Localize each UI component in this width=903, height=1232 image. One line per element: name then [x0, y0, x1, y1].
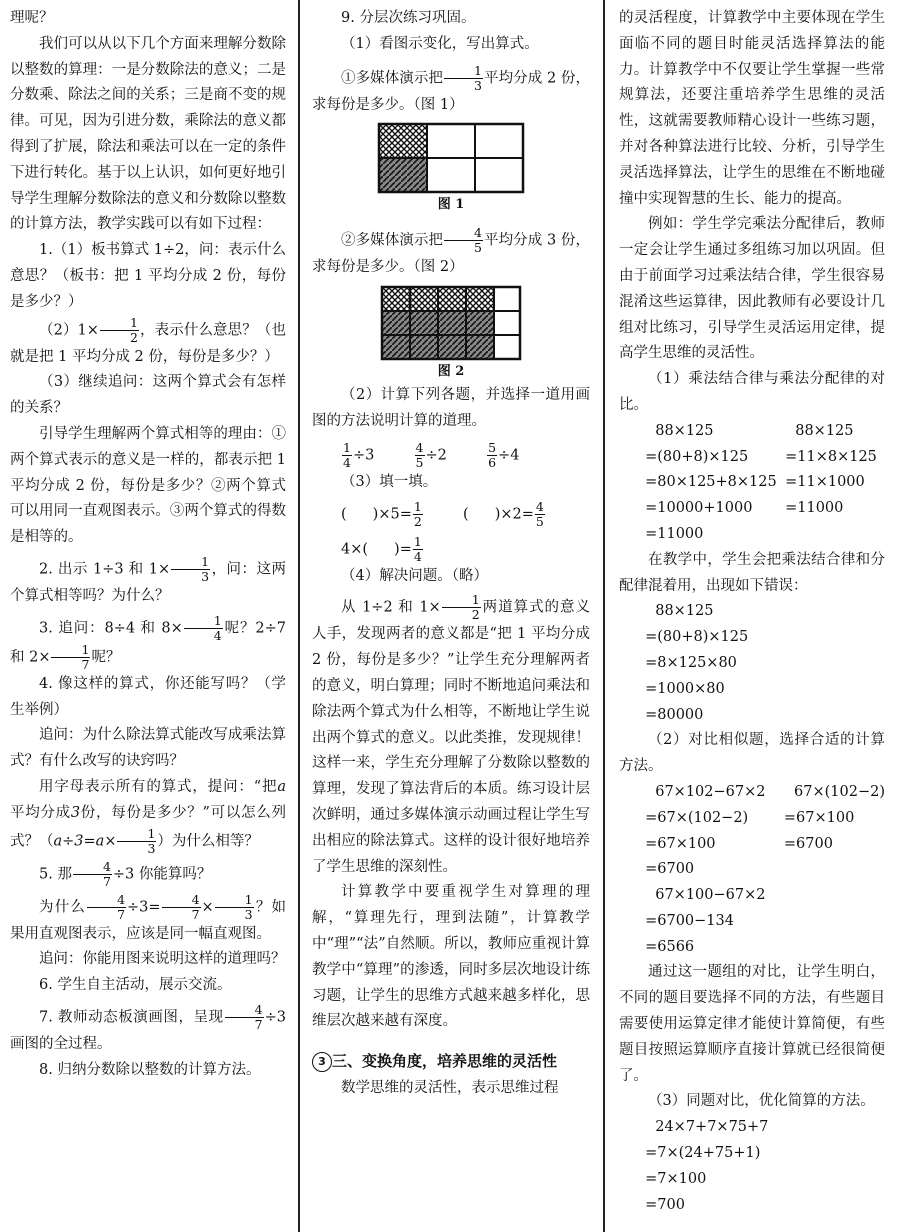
- fraction: $\frac{4}{7}$: [225, 1003, 264, 1032]
- paragraph: [10, 316, 286, 371]
- section-number-icon: 3: [312, 1052, 332, 1072]
- text-run: ②多媒体演示把: [341, 232, 444, 249]
- fraction: $\frac{1}{7}$: [51, 643, 90, 672]
- fraction: $\frac{1}{3}$: [215, 893, 254, 922]
- text-run: 3. 追问：8÷4 和 8×: [39, 620, 183, 637]
- calc-comparison-1: [619, 419, 885, 548]
- fraction: $\frac{4}{5}$: [415, 439, 424, 470]
- fraction: $\frac{1}{4}$: [413, 533, 422, 564]
- paragraph: 1.（1）板书算式 1÷2，问：表示什么意思？（板书：把 1 平均分成 2 份，每份是多少？）: [10, 242, 286, 310]
- calc-line: =80×125+8×125: [645, 474, 777, 491]
- fraction: $\frac{1}{4}$: [343, 439, 351, 470]
- paragraph: 追问：你能用图来说明这样的道理吗？: [39, 951, 286, 968]
- text-run: )×2=: [494, 506, 534, 523]
- fig1-cell-shaded-top: [379, 124, 427, 158]
- column-divider-right: [603, 0, 605, 1232]
- text-run: ÷4: [498, 447, 520, 464]
- text-run: 4×(: [341, 541, 369, 558]
- text-run: 平均分成: [10, 804, 71, 821]
- text-run: ，问：这两个算式相等吗？为什么？: [10, 561, 287, 604]
- paragraph: 的灵活程度，计算教学中主要体现在学生面临不同的题目时能灵活选择算法的能力。计算教学中不仅要让学生掌握一些常规算法，还要注重培养学生思维的灵活性，这就需要教师精心设计一些练习题，并对各种算法进行比较、分析，引导学生灵活选择算法，让学生的思维在不断地碰撞中实现智慧的生长、能力的提高。: [619, 10, 885, 207]
- calc-line: =(80+8)×125: [645, 629, 749, 646]
- calc-line: =6566: [645, 938, 695, 955]
- text-run: ÷3=: [127, 899, 161, 916]
- paragraph: [10, 614, 286, 672]
- paragraph: 引导学生理解两个算式相等的理由：①两个算式表示的意义是一样的，都表示把 1 平均分成 2 份，每份是多少？②两个算式可以用同一直观图表示。③两个算式的得数是相等的。: [10, 425, 286, 546]
- fraction: $\frac{4}{7}$: [162, 893, 201, 922]
- text-run: 5. 那: [39, 866, 72, 883]
- fraction: $\frac{1}{2}$: [100, 316, 139, 345]
- fraction: $\frac{4}{5}$: [444, 226, 483, 255]
- paragraph: 我们可以从以下几个方面来理解分数除以整数的算理：一是分数除法的意义；二是分数乘、除法之间的关系；三是商不变的规律。可见，因为引进分数，乘除法的意义都得到了扩展，除法和乘法可以在一定的条件下进行转化。基于以上认识，如何更好地引导学生理解分数除法的意义和分数除以整数的计算方法，教学实践可以有如下过程：: [10, 35, 286, 233]
- calc-line: =1000×80: [645, 680, 725, 697]
- text-run: (: [341, 506, 347, 523]
- calc-line: 88×125: [795, 422, 854, 439]
- fraction: $\frac{1}{3}$: [117, 827, 156, 856]
- text-run: 为什么: [39, 899, 87, 916]
- fill-row: [312, 535, 590, 564]
- calc-block: [784, 780, 885, 883]
- calc-block: [619, 883, 885, 960]
- text-run: ①多媒体演示把: [341, 70, 444, 87]
- paragraph: 8. 归纳分数除以整数的计算方法。: [39, 1061, 261, 1078]
- calc-line: =67×(102−2): [645, 809, 749, 826]
- calc-line: 88×125: [655, 422, 714, 439]
- figure-1-caption: 图 1: [437, 197, 465, 213]
- calc-line: 88×125: [655, 603, 714, 620]
- calc-block: [619, 1115, 885, 1218]
- paragraph: （2）对比相似题，选择合适的计算方法。: [619, 732, 885, 775]
- paragraph: （1）看图示变化，写出算式。: [341, 35, 539, 52]
- calc-line: =6700: [783, 835, 833, 852]
- text-run: ÷3 你能算吗？: [112, 866, 212, 883]
- text-run: ，表示什么意思？（也就是把 1 平均分成 2 份，每份是多少？）: [10, 322, 286, 365]
- variable: a: [277, 778, 286, 795]
- paragraph: [312, 226, 590, 281]
- paragraph: 4. 像这样的算式，你还能写吗？（学生举例）: [10, 675, 286, 718]
- figure-2-caption: 图 2: [437, 364, 465, 380]
- calc-block-error: [619, 599, 885, 728]
- text-run: )×5=: [372, 506, 412, 523]
- variable: 3: [70, 804, 81, 821]
- text-run: 7. 教师动态板演画图，呈现: [39, 1009, 224, 1026]
- calc-line: =67×100: [645, 835, 716, 852]
- text-run: （2）1×: [39, 322, 99, 339]
- calc-line: =7×(24+75+1): [645, 1145, 761, 1162]
- text-run: ÷3: [352, 447, 375, 464]
- text-run: 2. 出示 1÷3 和 1×: [39, 561, 171, 578]
- text-run: 用字母表示所有的算式，提问：“把: [39, 778, 278, 795]
- text-run: 平均分成 3 份，求每份是多少。（图 2）: [312, 232, 590, 276]
- text-run: ×: [201, 899, 214, 916]
- calc-line: =67×100: [783, 809, 855, 826]
- text-run: 呢？: [91, 649, 121, 666]
- formula: a÷3=a×: [53, 833, 117, 850]
- paragraph: [10, 775, 286, 856]
- calc-comparison-2: [619, 780, 885, 883]
- paragraph: （3）继续追问：这两个算式会有怎样的关系？: [10, 374, 286, 417]
- paragraph: 理呢？: [10, 10, 54, 26]
- text-run: 两道算式的意义人手，发现两者的意义都是“把 1 平均分成 2 份，每份是多少？”让学生充分理解两者的意义，明白算理；同时不断地追问乘法和除法两个算式为什么相等，不断地让学生说出两个算式的意义。以此类推，发现规律！这样一来，学生充分理解了分数除以整数的算理，发现了算法背后的本质。练习设计层次鲜明，通过多媒体演示动画过程让学生写出相应的除法算式。这样的设计很好地培养了学生思维的深刻性。: [312, 599, 591, 875]
- text-run: ÷3 画图的全过程。: [10, 1009, 286, 1052]
- calc-block: [645, 780, 784, 883]
- calc-line: =8×125×80: [645, 654, 737, 671]
- paragraph: [10, 1003, 286, 1058]
- paragraph: （3）同题对比，优化简算的方法。: [648, 1093, 875, 1110]
- text-run: (: [463, 506, 469, 523]
- figure-1-grid: [377, 122, 525, 194]
- column-2: [312, 6, 590, 1102]
- text-run: ÷2: [425, 447, 447, 464]
- calc-line: =(80+8)×125: [645, 448, 749, 465]
- calc-line: =6700: [645, 861, 695, 878]
- fraction: $\frac{1}{3}$: [171, 555, 210, 584]
- fraction: $\frac{5}{6}$: [488, 439, 497, 470]
- section-title: 三、变换角度，培养思维的灵活性: [332, 1052, 558, 1071]
- calc-line: =80000: [645, 706, 704, 723]
- paragraph: [312, 593, 590, 880]
- paragraph: 例如：学生学完乘法分配律后，教师一定会让学生通过多组练习加以巩固。但由于前面学习过乘法结合律，学生很容易混淆这些运算律，因此教师有必要设计几组对比练习，引导学生灵活运用定律，提高学生思维的灵活性。: [619, 216, 885, 362]
- calc-line: 67×100−67×2: [655, 887, 766, 904]
- column-3: [619, 6, 885, 1218]
- paragraph: 通过这一题组的对比，让学生明白，不同的题目要选择不同的方法，有些题目需要使用运算定律才能使计算简便，有些题目按照运算顺序直接计算就已经很简便了。: [619, 964, 885, 1084]
- calc-line: 24×7+7×75+7: [655, 1119, 769, 1136]
- fraction: $\frac{4}{7}$: [87, 893, 126, 922]
- text-run: 平均分成 2 份，求每份是多少。（图 1）: [312, 70, 590, 113]
- calc-block: [785, 419, 877, 548]
- paragraph: （1）乘法结合律与乘法分配律的对比。: [619, 371, 885, 413]
- calc-line: =11×8×125: [785, 448, 877, 465]
- section-heading: [312, 1049, 590, 1076]
- paragraph: [10, 893, 286, 948]
- paragraph: 9. 分层次练习巩固。: [341, 10, 476, 26]
- calc-block: [645, 419, 785, 548]
- calc-line: =11×1000: [785, 474, 865, 491]
- paragraph: （2）计算下列各题，并选择一道用画图的方法说明计算的道理。: [312, 387, 590, 429]
- paragraph: 追问：为什么除法算式能改写成乘法算式？有什么改写的诀窍吗？: [10, 727, 286, 770]
- paragraph: 在教学中，学生会把乘法结合律和分配律混着用，出现如下错误：: [619, 551, 885, 594]
- paragraph: [312, 64, 590, 119]
- text-run: 从 1÷2 和 1×: [341, 599, 441, 616]
- text-run: 呢？2÷7 和 2×: [10, 620, 286, 666]
- figure-2-grid: [380, 285, 522, 361]
- paragraph: （4）解决问题。（略）: [341, 567, 488, 584]
- column-divider-left: [298, 0, 300, 1232]
- fraction: $\frac{1}{2}$: [413, 498, 422, 529]
- column-1: [10, 6, 286, 1084]
- fraction: $\frac{1}{4}$: [184, 614, 223, 643]
- paragraph: （3）填一填。: [341, 473, 438, 490]
- text-run: ）为什么相等？: [157, 833, 259, 850]
- fraction: $\frac{4}{5}$: [535, 498, 544, 529]
- calc-line: 67×(102−2): [794, 783, 885, 800]
- paragraph: [10, 860, 286, 889]
- fraction: $\frac{4}{7}$: [73, 860, 112, 889]
- text-run: )=: [394, 541, 412, 558]
- paragraph: [10, 555, 286, 610]
- text-run: 份，每份是多少？”可以怎么列式？（: [10, 804, 286, 850]
- paragraph: 数学思维的灵活性，表示思维过程: [341, 1079, 559, 1096]
- paragraph: 计算教学中要重视学生对算理的理解，“算理先行，理到法随”，计算教学中“理”“法”自然顺。所以，教师应重视计算教学中“算理”的渗透，同时多层次地设计练习题，让学生的思维方式越来越多样化，思维层次越来越有深度。: [312, 884, 590, 1030]
- calc-line: =11000: [785, 500, 844, 517]
- fill-row: [312, 500, 590, 529]
- calc-line: 67×102−67×2: [655, 783, 766, 800]
- fraction: $\frac{1}{2}$: [442, 593, 481, 622]
- fig1-cell-shaded-bottom: [379, 158, 427, 192]
- calc-line: =10000+1000: [645, 500, 753, 517]
- exercise-row: [312, 441, 590, 470]
- calc-line: =11000: [645, 525, 704, 542]
- calc-line: =6700−134: [645, 912, 734, 929]
- paragraph: 6. 学生自主活动，展示交流。: [39, 977, 232, 994]
- calc-line: =700: [645, 1196, 685, 1213]
- fraction: $\frac{1}{3}$: [444, 64, 483, 93]
- text-run: ？如果用直观图表示，应该是同一幅直观图。: [10, 899, 287, 942]
- calc-line: =7×100: [645, 1170, 707, 1187]
